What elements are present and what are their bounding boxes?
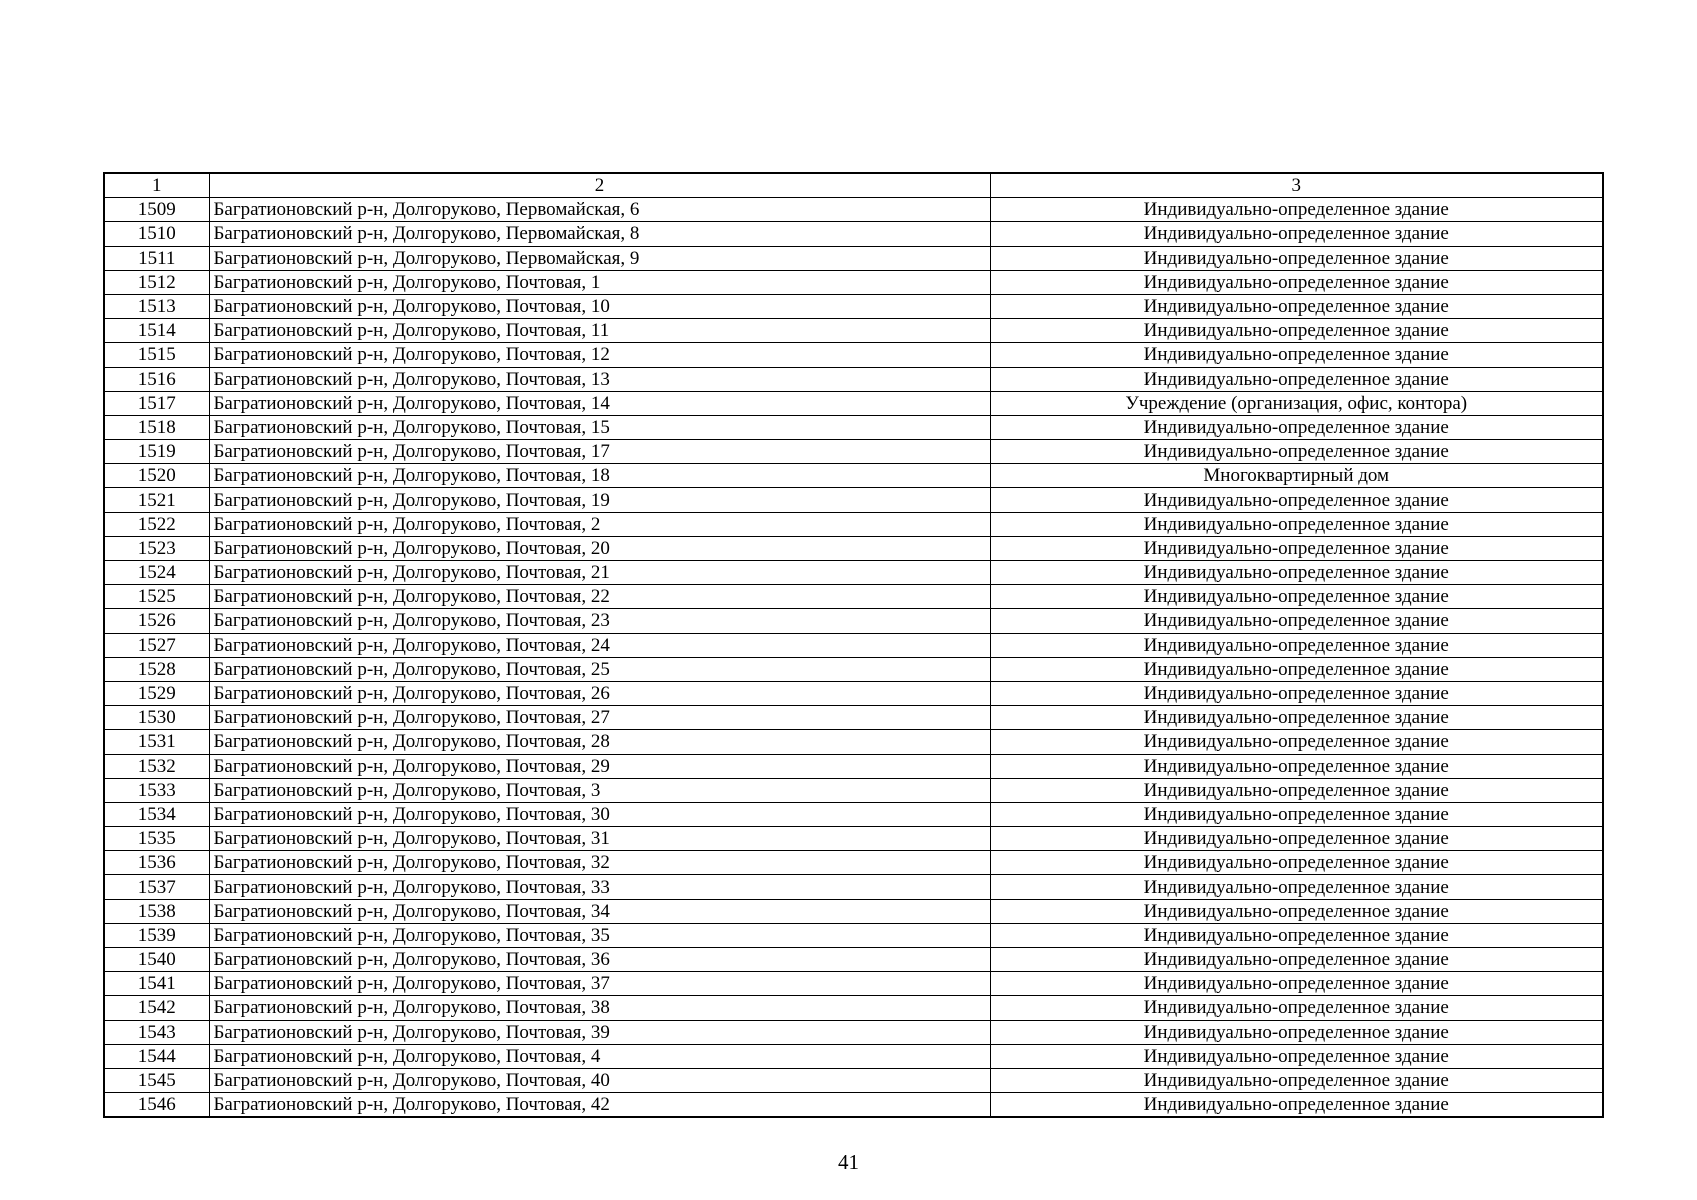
building-type-cell: Индивидуально-определенное здание bbox=[990, 222, 1603, 246]
building-type-cell: Индивидуально-определенное здание bbox=[990, 972, 1603, 996]
building-type-cell: Индивидуально-определенное здание bbox=[990, 585, 1603, 609]
address-cell: Багратионовский р-н, Долгоруково, Почтовая, 28 bbox=[209, 730, 990, 754]
address-cell: Багратионовский р-н, Долгоруково, Почтовая, 30 bbox=[209, 802, 990, 826]
address-cell: Багратионовский р-н, Долгоруково, Почтовая, 20 bbox=[209, 536, 990, 560]
row-number-cell: 1520 bbox=[104, 464, 209, 488]
table-row bbox=[104, 561, 1603, 585]
table-row bbox=[104, 633, 1603, 657]
row-number-cell: 1533 bbox=[104, 778, 209, 802]
table-row bbox=[104, 585, 1603, 609]
building-type-cell: Индивидуально-определенное здание bbox=[990, 948, 1603, 972]
address-cell: Багратионовский р-н, Долгоруково, Почтовая, 22 bbox=[209, 585, 990, 609]
table-row bbox=[104, 294, 1603, 318]
address-cell: Багратионовский р-н, Долгоруково, Почтовая, 19 bbox=[209, 488, 990, 512]
address-cell: Багратионовский р-н, Долгоруково, Почтовая, 10 bbox=[209, 294, 990, 318]
address-cell: Багратионовский р-н, Долгоруково, Первомайская, 9 bbox=[209, 246, 990, 270]
table-row bbox=[104, 681, 1603, 705]
building-type-cell: Индивидуально-определенное здание bbox=[990, 367, 1603, 391]
address-cell: Багратионовский р-н, Долгоруково, Почтовая, 11 bbox=[209, 319, 990, 343]
row-number-cell: 1538 bbox=[104, 899, 209, 923]
building-type-cell: Индивидуально-определенное здание bbox=[990, 1093, 1603, 1118]
table-row bbox=[104, 319, 1603, 343]
address-cell: Багратионовский р-н, Долгоруково, Почтовая, 14 bbox=[209, 391, 990, 415]
address-cell: Багратионовский р-н, Долгоруково, Почтовая, 2 bbox=[209, 512, 990, 536]
address-cell: Багратионовский р-н, Долгоруково, Почтовая, 3 bbox=[209, 778, 990, 802]
row-number-cell: 1540 bbox=[104, 948, 209, 972]
row-number-cell: 1517 bbox=[104, 391, 209, 415]
table-row bbox=[104, 923, 1603, 947]
table-row bbox=[104, 343, 1603, 367]
row-number-cell: 1510 bbox=[104, 222, 209, 246]
row-number-cell: 1515 bbox=[104, 343, 209, 367]
table-header-row bbox=[104, 173, 1603, 198]
address-cell: Багратионовский р-н, Долгоруково, Почтовая, 36 bbox=[209, 948, 990, 972]
table-row bbox=[104, 367, 1603, 391]
row-number-cell: 1534 bbox=[104, 802, 209, 826]
building-type-cell: Индивидуально-определенное здание bbox=[990, 270, 1603, 294]
row-number-cell: 1511 bbox=[104, 246, 209, 270]
address-cell: Багратионовский р-н, Долгоруково, Почтовая, 42 bbox=[209, 1093, 990, 1118]
table-row bbox=[104, 391, 1603, 415]
address-cell: Багратионовский р-н, Долгоруково, Почтовая, 24 bbox=[209, 633, 990, 657]
building-type-cell: Индивидуально-определенное здание bbox=[990, 561, 1603, 585]
row-number-cell: 1527 bbox=[104, 633, 209, 657]
address-cell: Багратионовский р-н, Долгоруково, Почтовая, 35 bbox=[209, 923, 990, 947]
building-type-cell: Индивидуально-определенное здание bbox=[990, 681, 1603, 705]
address-cell: Багратионовский р-н, Долгоруково, Почтовая, 12 bbox=[209, 343, 990, 367]
address-cell: Багратионовский р-н, Долгоруково, Почтовая, 4 bbox=[209, 1044, 990, 1068]
building-type-cell: Индивидуально-определенное здание bbox=[990, 706, 1603, 730]
table-row bbox=[104, 464, 1603, 488]
table-row bbox=[104, 246, 1603, 270]
building-type-cell: Многоквартирный дом bbox=[990, 464, 1603, 488]
table-row bbox=[104, 827, 1603, 851]
address-cell: Багратионовский р-н, Долгоруково, Почтовая, 27 bbox=[209, 706, 990, 730]
row-number-cell: 1542 bbox=[104, 996, 209, 1020]
building-type-cell: Индивидуально-определенное здание bbox=[990, 343, 1603, 367]
row-number-cell: 1518 bbox=[104, 415, 209, 439]
row-number-cell: 1544 bbox=[104, 1044, 209, 1068]
row-number-cell: 1541 bbox=[104, 972, 209, 996]
building-type-cell: Индивидуально-определенное здание bbox=[990, 319, 1603, 343]
row-number-cell: 1528 bbox=[104, 657, 209, 681]
address-cell: Багратионовский р-н, Долгоруково, Почтовая, 38 bbox=[209, 996, 990, 1020]
table-row bbox=[104, 270, 1603, 294]
row-number-cell: 1513 bbox=[104, 294, 209, 318]
building-type-cell: Индивидуально-определенное здание bbox=[990, 1020, 1603, 1044]
building-type-cell: Индивидуально-определенное здание bbox=[990, 536, 1603, 560]
building-type-cell: Индивидуально-определенное здание bbox=[990, 657, 1603, 681]
table-row bbox=[104, 198, 1603, 222]
row-number-cell: 1522 bbox=[104, 512, 209, 536]
building-type-cell: Индивидуально-определенное здание bbox=[990, 778, 1603, 802]
property-table bbox=[103, 172, 1604, 1118]
building-type-cell: Индивидуально-определенное здание bbox=[990, 246, 1603, 270]
row-number-cell: 1545 bbox=[104, 1068, 209, 1092]
table-row bbox=[104, 778, 1603, 802]
table-row bbox=[104, 1020, 1603, 1044]
building-type-cell: Индивидуально-определенное здание bbox=[990, 827, 1603, 851]
table-row bbox=[104, 440, 1603, 464]
address-cell: Багратионовский р-н, Долгоруково, Почтовая, 31 bbox=[209, 827, 990, 851]
address-cell: Багратионовский р-н, Долгоруково, Почтовая, 37 bbox=[209, 972, 990, 996]
table-row bbox=[104, 851, 1603, 875]
table-row bbox=[104, 415, 1603, 439]
header-cell-number: 1 bbox=[104, 173, 209, 198]
row-number-cell: 1516 bbox=[104, 367, 209, 391]
row-number-cell: 1529 bbox=[104, 681, 209, 705]
table-row bbox=[104, 488, 1603, 512]
table-body bbox=[104, 173, 1603, 1117]
table-row bbox=[104, 972, 1603, 996]
table-row bbox=[104, 609, 1603, 633]
building-type-cell: Индивидуально-определенное здание bbox=[990, 1044, 1603, 1068]
building-type-cell: Индивидуально-определенное здание bbox=[990, 294, 1603, 318]
address-cell: Багратионовский р-н, Долгоруково, Почтовая, 32 bbox=[209, 851, 990, 875]
building-type-cell: Индивидуально-определенное здание bbox=[990, 609, 1603, 633]
address-cell: Багратионовский р-н, Долгоруково, Почтовая, 15 bbox=[209, 415, 990, 439]
page-number: 41 bbox=[838, 1150, 859, 1174]
building-type-cell: Индивидуально-определенное здание bbox=[990, 440, 1603, 464]
table-row bbox=[104, 536, 1603, 560]
address-cell: Багратионовский р-н, Долгоруково, Почтовая, 40 bbox=[209, 1068, 990, 1092]
building-type-cell: Индивидуально-определенное здание bbox=[990, 899, 1603, 923]
table-row bbox=[104, 222, 1603, 246]
address-cell: Багратионовский р-н, Долгоруково, Почтовая, 29 bbox=[209, 754, 990, 778]
building-type-cell: Индивидуально-определенное здание bbox=[990, 633, 1603, 657]
address-cell: Багратионовский р-н, Долгоруково, Первомайская, 8 bbox=[209, 222, 990, 246]
header-cell-type: 3 bbox=[990, 173, 1603, 198]
row-number-cell: 1524 bbox=[104, 561, 209, 585]
address-cell: Багратионовский р-н, Долгоруково, Почтовая, 23 bbox=[209, 609, 990, 633]
row-number-cell: 1531 bbox=[104, 730, 209, 754]
row-number-cell: 1519 bbox=[104, 440, 209, 464]
row-number-cell: 1536 bbox=[104, 851, 209, 875]
row-number-cell: 1514 bbox=[104, 319, 209, 343]
table-row bbox=[104, 730, 1603, 754]
row-number-cell: 1523 bbox=[104, 536, 209, 560]
row-number-cell: 1532 bbox=[104, 754, 209, 778]
table-row bbox=[104, 802, 1603, 826]
table-row bbox=[104, 706, 1603, 730]
address-cell: Багратионовский р-н, Долгоруково, Почтовая, 1 bbox=[209, 270, 990, 294]
building-type-cell: Индивидуально-определенное здание bbox=[990, 198, 1603, 222]
table-row bbox=[104, 1044, 1603, 1068]
row-number-cell: 1546 bbox=[104, 1093, 209, 1118]
building-type-cell: Индивидуально-определенное здание bbox=[990, 730, 1603, 754]
building-type-cell: Индивидуально-определенное здание bbox=[990, 512, 1603, 536]
building-type-cell: Индивидуально-определенное здание bbox=[990, 875, 1603, 899]
address-cell: Багратионовский р-н, Долгоруково, Первомайская, 6 bbox=[209, 198, 990, 222]
table-row bbox=[104, 657, 1603, 681]
row-number-cell: 1539 bbox=[104, 923, 209, 947]
row-number-cell: 1525 bbox=[104, 585, 209, 609]
header-cell-address: 2 bbox=[209, 173, 990, 198]
table-row bbox=[104, 512, 1603, 536]
building-type-cell: Индивидуально-определенное здание bbox=[990, 1068, 1603, 1092]
row-number-cell: 1530 bbox=[104, 706, 209, 730]
row-number-cell: 1512 bbox=[104, 270, 209, 294]
row-number-cell: 1543 bbox=[104, 1020, 209, 1044]
table-row bbox=[104, 996, 1603, 1020]
address-cell: Багратионовский р-н, Долгоруково, Почтовая, 18 bbox=[209, 464, 990, 488]
building-type-cell: Индивидуально-определенное здание bbox=[990, 802, 1603, 826]
address-cell: Багратионовский р-н, Долгоруково, Почтовая, 17 bbox=[209, 440, 990, 464]
row-number-cell: 1526 bbox=[104, 609, 209, 633]
table-row bbox=[104, 1093, 1603, 1118]
building-type-cell: Индивидуально-определенное здание bbox=[990, 851, 1603, 875]
row-number-cell: 1535 bbox=[104, 827, 209, 851]
address-cell: Багратионовский р-н, Долгоруково, Почтовая, 34 bbox=[209, 899, 990, 923]
address-cell: Багратионовский р-н, Долгоруково, Почтовая, 26 bbox=[209, 681, 990, 705]
table-row bbox=[104, 948, 1603, 972]
building-type-cell: Индивидуально-определенное здание bbox=[990, 415, 1603, 439]
row-number-cell: 1537 bbox=[104, 875, 209, 899]
row-number-cell: 1509 bbox=[104, 198, 209, 222]
table-row bbox=[104, 1068, 1603, 1092]
address-cell: Багратионовский р-н, Долгоруково, Почтовая, 13 bbox=[209, 367, 990, 391]
table-row bbox=[104, 899, 1603, 923]
building-type-cell: Учреждение (организация, офис, контора) bbox=[990, 391, 1603, 415]
building-type-cell: Индивидуально-определенное здание bbox=[990, 996, 1603, 1020]
table-row bbox=[104, 875, 1603, 899]
address-cell: Багратионовский р-н, Долгоруково, Почтовая, 33 bbox=[209, 875, 990, 899]
table-row bbox=[104, 754, 1603, 778]
building-type-cell: Индивидуально-определенное здание bbox=[990, 923, 1603, 947]
row-number-cell: 1521 bbox=[104, 488, 209, 512]
address-cell: Багратионовский р-н, Долгоруково, Почтовая, 39 bbox=[209, 1020, 990, 1044]
address-cell: Багратионовский р-н, Долгоруково, Почтовая, 25 bbox=[209, 657, 990, 681]
address-cell: Багратионовский р-н, Долгоруково, Почтовая, 21 bbox=[209, 561, 990, 585]
building-type-cell: Индивидуально-определенное здание bbox=[990, 488, 1603, 512]
building-type-cell: Индивидуально-определенное здание bbox=[990, 754, 1603, 778]
